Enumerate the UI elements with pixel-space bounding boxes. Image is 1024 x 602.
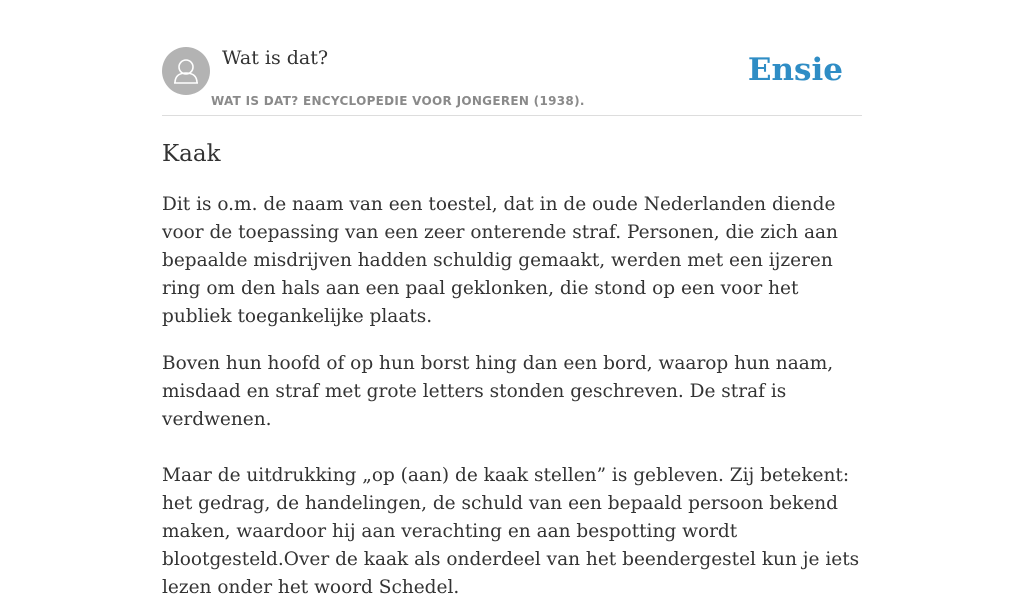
article-paragraph: Maar de uitdrukking „op (aan) de kaak stellen” is gebleven. Zij betekent: het gedrag, de handelingen, de schuld van een bepaald persoon bekend maken, waardoor hij aan verachting en aan bespotting wordt blootgesteld.Over de kaak als onderdeel van het beendergestel kun je iets lezen onder het woord Schedel. [162,465,860,598]
user-icon-graphic [162,47,210,95]
article-paragraph: Dit is o.m. de naam van een toestel, dat in de oude Nederlanden diende voor de toepassing van een zeer onterende straf. Personen, die zich aan bepaalde misdrijven hadden schuldig gemaakt, werden met een ijzeren ring om den hals aan een paal geklonken, die stond op een voor het publiek toegankelijke plaats. [162,194,838,327]
source-title[interactable]: Wat is dat? [222,47,329,69]
article-title: Kaak [162,141,221,167]
source-subtitle: WAT IS DAT? ENCYCLOPEDIE VOOR JONGEREN (1938). [211,94,585,108]
article [162,138,862,602]
user-icon[interactable] [162,47,210,95]
brand-logo[interactable]: Ensie [747,52,843,88]
source-header [162,46,862,116]
article-paragraph: Boven hun hoofd of op hun borst hing dan een bord, waarop hun naam, misdaad en straf met grote letters stonden geschreven. De straf is verdwenen. [162,353,834,430]
